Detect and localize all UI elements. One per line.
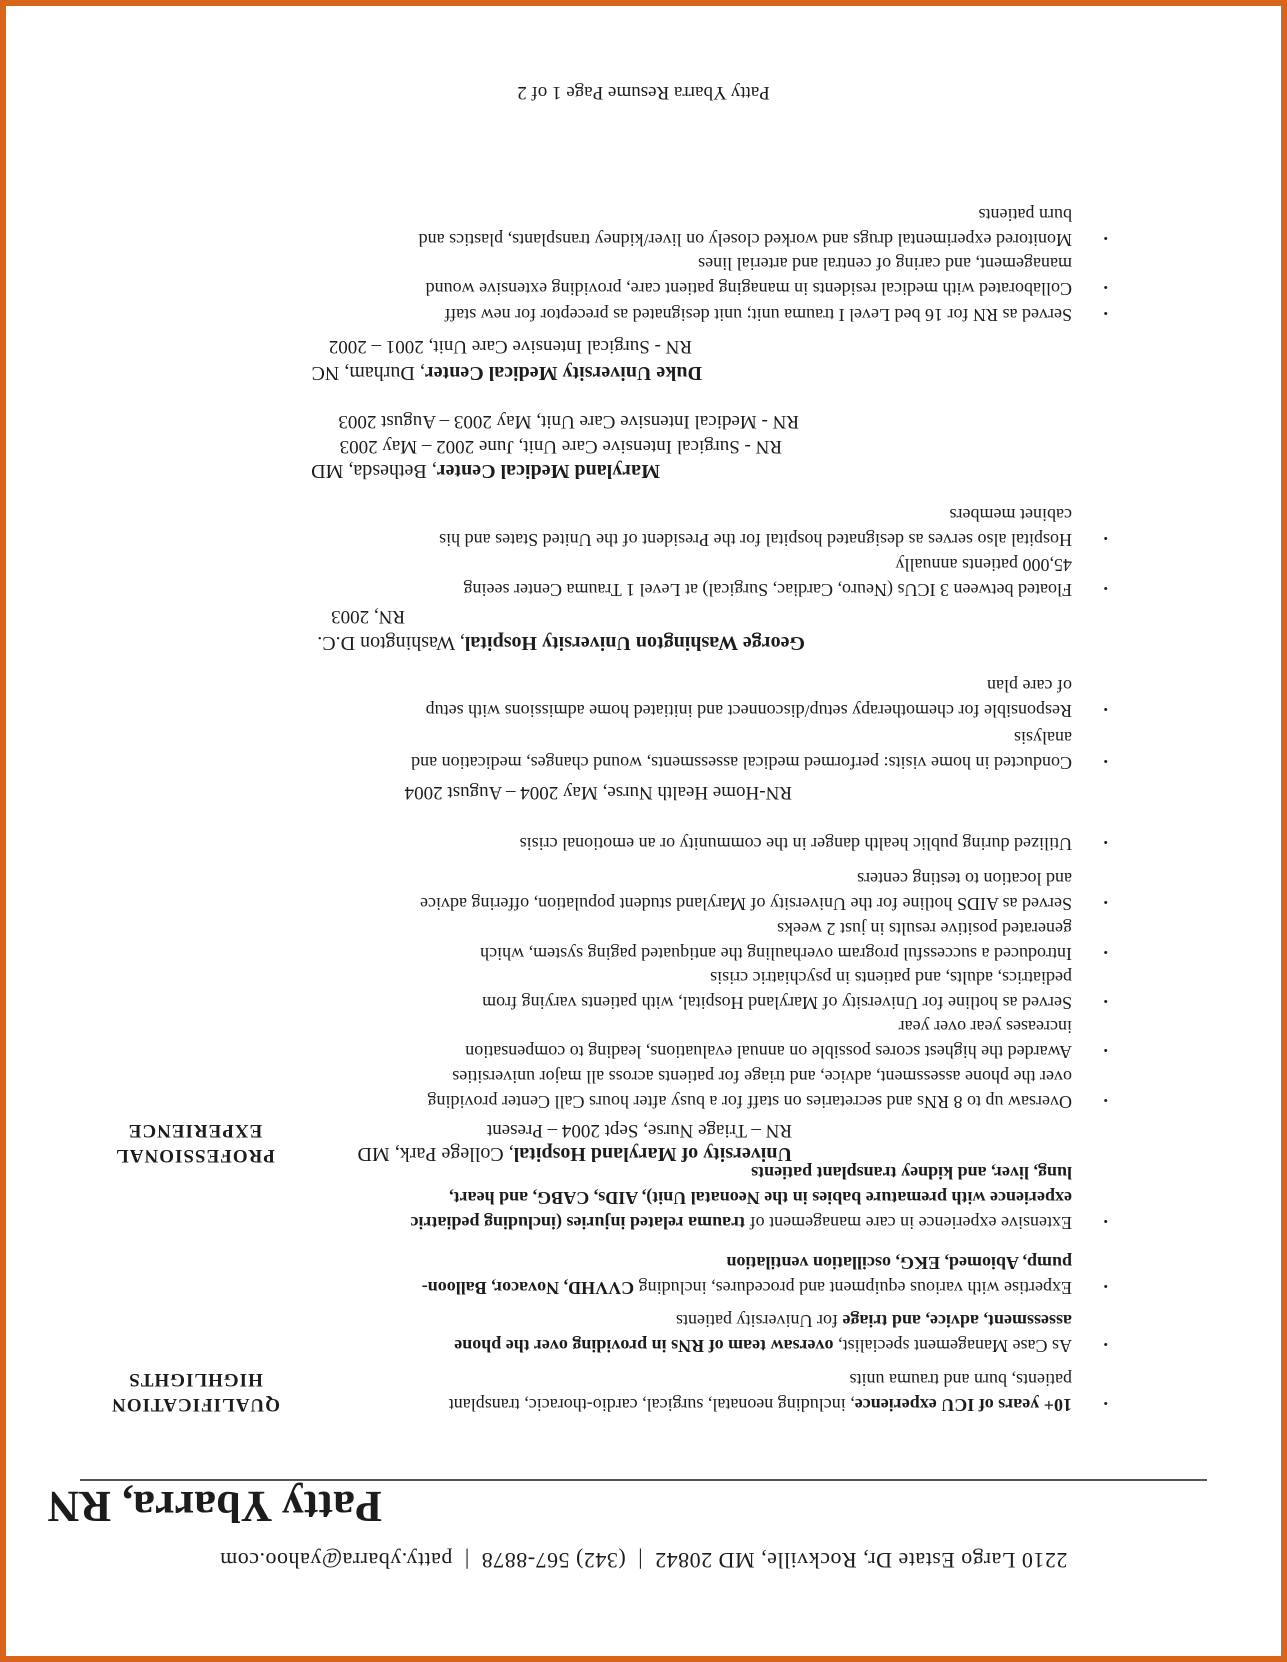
experience-item: • Served as RN for 16 bed Level I trauma unit; unit designated as preceptor for new staff: [445, 302, 1072, 327]
job-title: RN - Surgical Intensive Care Unit, June 2002 – May 2003: [339, 436, 782, 457]
bullet-icon: •: [1103, 895, 1108, 910]
bullet-icon: •: [1103, 754, 1108, 769]
employer-heading: Maryland Medical Center, Bethesda, MD: [311, 460, 660, 482]
section-label-experience: PROFESSIONAL EXPERIENCE: [115, 1120, 275, 1166]
page-footer-label: Patty Ybarra Resume Page 1 of 2: [517, 82, 770, 103]
email: patty.ybarra@yahoo.com: [219, 1548, 453, 1573]
experience-item: • Conducted in home visits: performed medical assessments, wound changes, medication and analysis: [411, 728, 1108, 773]
job-title: RN - Medical Intensive Care Unit, May 2003 – August 2003: [338, 411, 799, 432]
qualification-item: • As Case Management specialist, oversaw team of RNs in providing over the phone assessment, advice, and triage for University patients: [454, 1311, 1108, 1356]
employer-heading: George Washington University Hospital, Washington D.C.: [317, 632, 805, 654]
experience-item: • Responsible for chemotherapy setup/disconnect and initiated home admissions with setup of care plan: [425, 676, 1108, 721]
separator: |: [464, 1548, 470, 1573]
bullet-icon: •: [1103, 1214, 1108, 1229]
bullet-icon: •: [1103, 1093, 1108, 1108]
experience-item: • Awarded the highest scores possible on annual evaluations, leading to compensation increases year over year: [465, 1017, 1108, 1062]
experience-item: • Served as hotline for University of Maryland Hospital, with patients varying from pediatrics, adults, and patients in psychiatric crisis: [482, 968, 1108, 1013]
bullet-icon: •: [1103, 1337, 1108, 1352]
bullet-icon: •: [1103, 1279, 1108, 1294]
qualification-item: • 10+ years of ICU experience, including neonatal, surgical, cardio-thoracic, transplant patients, burn and trauma units: [448, 1370, 1108, 1415]
bullet-icon: •: [1103, 280, 1108, 295]
job-title: RN, 2003: [331, 606, 405, 627]
bullet-icon: •: [1103, 581, 1108, 596]
experience-item: • Collaborated with medical residents in managing patient care, providing extensive wound management, and caring of central and arterial lines: [425, 254, 1108, 299]
bullet-icon: •: [1103, 835, 1108, 850]
bullet-icon: •: [1103, 1396, 1108, 1411]
contact-line: [0, 1547, 1287, 1573]
experience-item: • Floated between 3 ICUs (Neuro, Cardiac, Surgical) at Level 1 Trauma Center seeing 45,000 patients annually: [463, 555, 1108, 600]
experience-item: • Introduced a successful program overhauling the antiquated paging system, which generated positive results in just 2 weeks: [480, 919, 1108, 964]
experience-item: • Oversaw up to 8 RNs and secretaries on staff for a busy after hours Call Center providing over the phone assessment, advice, and triage for patients across all major universities: [427, 1067, 1108, 1112]
bullet-icon: •: [1103, 1043, 1108, 1058]
experience-item: • Utilized during public health danger in the community or an emotional crisis: [520, 831, 1072, 856]
experience-item: • Served as AIDS hotline for the University of Maryland student population, offering advice and location to testing centers: [419, 869, 1108, 914]
job-title: RN-Home Health Nurse, May 2004 – August 2004: [404, 782, 792, 803]
qualification-item: • Extensive experience in care management of trauma related injuries (including pediatric experience with premature babies in the Neonatal Unit), AIDs, CABG, and heart, lung, liver, and kidney transplant patients: [410, 1163, 1108, 1233]
employer-heading: Duke University Medical Center, Durham, NC: [311, 362, 702, 384]
bullet-icon: •: [1103, 945, 1108, 960]
candidate-name: Patty Ybarra, RN: [47, 1482, 382, 1531]
employer-heading: University of Maryland Hospital, College Park, MD: [357, 1143, 792, 1165]
experience-item: • Hospital also serves as designated hospital for the President of the United States and his cabinet members: [439, 505, 1108, 550]
bullet-icon: •: [1103, 531, 1108, 546]
separator: |: [637, 1548, 643, 1573]
phone: (342) 567-8878: [481, 1548, 626, 1573]
address: 2210 Largo Estate Dr, Rockville, MD 20842: [654, 1548, 1068, 1573]
header-divider: [80, 1479, 1207, 1481]
bullet-icon: •: [1103, 702, 1108, 717]
job-title: RN - Surgical Intensive Care Unit, 2001 – 2002: [328, 336, 692, 357]
qualification-item: • Expertise with various equipment and procedures, including CVVHD, Novacor, Balloon- pump, Abiomed, EKG, oscillation ventilation: [421, 1253, 1108, 1298]
bullet-icon: •: [1103, 306, 1108, 321]
section-label-qualifications: QUALIFICATION HIGHLIGHTS: [111, 1369, 280, 1415]
bullet-icon: •: [1103, 231, 1108, 246]
job-title: RN – Triage Nurse, Sept 2004 – Present: [486, 1120, 792, 1141]
bullet-icon: •: [1103, 994, 1108, 1009]
experience-item: • Monitored experimental drugs and worked closely on liver/kidney transplants, plastics and burn patients: [418, 205, 1108, 250]
